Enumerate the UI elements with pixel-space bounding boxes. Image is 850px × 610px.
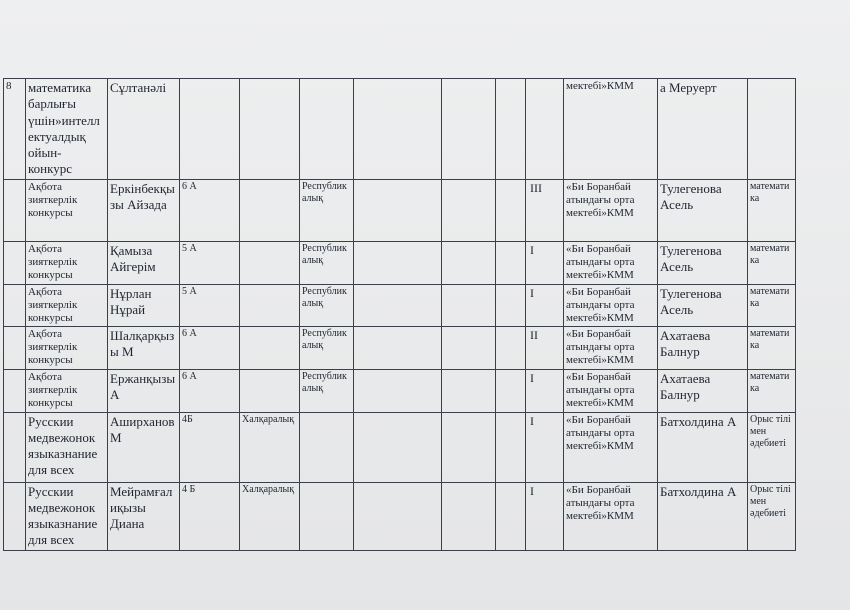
subject-cell: математика <box>748 327 796 370</box>
row-number-cell <box>4 241 26 284</box>
republic-level-cell: Республикалық <box>300 327 354 370</box>
teacher-cell: Тулегенова Асель <box>658 179 748 241</box>
grade-cell: 5 А <box>180 284 240 327</box>
student-name-cell: Еркінбекқызы Айзада <box>108 179 180 241</box>
republic-level-cell <box>300 482 354 550</box>
table-body <box>4 79 796 551</box>
student-name-cell: Аширханов М <box>108 412 180 482</box>
school-cell: «Би Боранбай атындағы орта мектебі»КММ <box>564 284 658 327</box>
student-name-cell: Ержанқызы А <box>108 370 180 413</box>
place-cell: I <box>526 284 564 327</box>
place-cell: I <box>526 241 564 284</box>
table-row <box>4 370 796 413</box>
grade-cell: 4Б <box>180 412 240 482</box>
international-level-cell <box>240 284 300 327</box>
republic-level-cell: Республикалық <box>300 241 354 284</box>
empty-cell <box>354 482 442 550</box>
table-row <box>4 79 796 180</box>
row-number-cell <box>4 482 26 550</box>
student-name-cell: Сұлтанәлі <box>108 79 180 180</box>
empty-cell <box>496 79 526 180</box>
international-level-cell <box>240 327 300 370</box>
place-cell: II <box>526 327 564 370</box>
table-row <box>4 284 796 327</box>
empty-cell <box>496 370 526 413</box>
student-name-cell: Мейрамғалиқызы Диана <box>108 482 180 550</box>
empty-cell <box>354 370 442 413</box>
subject-cell <box>748 79 796 180</box>
student-name-cell: Нұрлан Нұрай <box>108 284 180 327</box>
republic-level-cell: Республикалық <box>300 370 354 413</box>
empty-cell <box>442 284 496 327</box>
teacher-cell: Тулегенова Асель <box>658 284 748 327</box>
row-number-cell <box>4 284 26 327</box>
republic-level-cell: Республикалық <box>300 179 354 241</box>
empty-cell <box>354 179 442 241</box>
subject-cell: математика <box>748 370 796 413</box>
school-cell: «Би Боранбай атындағы орта мектебі»КММ <box>564 241 658 284</box>
contest-name-cell: Русскии медвежонок языказнание для всех <box>26 482 108 550</box>
row-number-cell <box>4 179 26 241</box>
grade-cell: 5 А <box>180 241 240 284</box>
student-name-cell: Шалқарқызы М <box>108 327 180 370</box>
empty-cell <box>496 482 526 550</box>
empty-cell <box>354 412 442 482</box>
empty-cell <box>496 412 526 482</box>
empty-cell <box>496 327 526 370</box>
contest-name-cell: Ақбота зияткерлік конкурсы <box>26 370 108 413</box>
empty-cell <box>442 412 496 482</box>
empty-cell <box>442 241 496 284</box>
grade-cell: 6 А <box>180 179 240 241</box>
subject-cell: математика <box>748 179 796 241</box>
empty-cell <box>496 241 526 284</box>
results-table <box>3 78 796 551</box>
republic-level-cell <box>300 79 354 180</box>
table-row <box>4 327 796 370</box>
subject-cell: математика <box>748 284 796 327</box>
contest-name-cell: математика барлығы үшін»интеллектуалдық ойын-конкурс <box>26 79 108 180</box>
empty-cell <box>442 327 496 370</box>
grade-cell: 6 А <box>180 327 240 370</box>
grade-cell: 4 Б <box>180 482 240 550</box>
empty-cell <box>442 179 496 241</box>
contest-name-cell: Ақбота зияткерлік конкурсы <box>26 327 108 370</box>
contest-name-cell: Ақбота зияткерлік конкурсы <box>26 284 108 327</box>
empty-cell <box>442 482 496 550</box>
subject-cell: Орыс тілі мен әдебиеті <box>748 412 796 482</box>
international-level-cell: Халқаралық <box>240 482 300 550</box>
empty-cell <box>354 327 442 370</box>
empty-cell <box>496 179 526 241</box>
student-name-cell: Қамыза Айгерім <box>108 241 180 284</box>
empty-cell <box>496 284 526 327</box>
place-cell <box>526 79 564 180</box>
empty-cell <box>354 79 442 180</box>
grade-cell: 6 А <box>180 370 240 413</box>
place-cell: I <box>526 370 564 413</box>
teacher-cell: Тулегенова Асель <box>658 241 748 284</box>
school-cell: «Би Боранбай атындағы орта мектебі»КММ <box>564 179 658 241</box>
teacher-cell: Ахатаева Балнур <box>658 370 748 413</box>
school-cell: «Би Боранбай атындағы орта мектебі»КММ <box>564 370 658 413</box>
subject-cell: Орыс тілі мен әдебиеті <box>748 482 796 550</box>
table-row <box>4 482 796 550</box>
row-number-cell <box>4 327 26 370</box>
empty-cell <box>442 79 496 180</box>
table-row <box>4 241 796 284</box>
place-cell: I <box>526 482 564 550</box>
international-level-cell <box>240 79 300 180</box>
republic-level-cell: Республикалық <box>300 284 354 327</box>
republic-level-cell <box>300 412 354 482</box>
teacher-cell: а Меруерт <box>658 79 748 180</box>
empty-cell <box>354 284 442 327</box>
school-cell: «Би Боранбай атындағы орта мектебі»КММ <box>564 412 658 482</box>
table-row <box>4 412 796 482</box>
place-cell: III <box>526 179 564 241</box>
international-level-cell <box>240 179 300 241</box>
place-cell: I <box>526 412 564 482</box>
row-number-cell <box>4 370 26 413</box>
school-cell: «Би Боранбай атындағы орта мектебі»КММ <box>564 327 658 370</box>
empty-cell <box>354 241 442 284</box>
contest-name-cell: Ақбота зияткерлік конкурсы <box>26 179 108 241</box>
contest-name-cell: Ақбота зияткерлік конкурсы <box>26 241 108 284</box>
school-cell: мектебі»КММ <box>564 79 658 180</box>
row-number-cell: 8 <box>4 79 26 180</box>
grade-cell <box>180 79 240 180</box>
row-number-cell <box>4 412 26 482</box>
international-level-cell <box>240 241 300 284</box>
international-level-cell <box>240 370 300 413</box>
subject-cell: математика <box>748 241 796 284</box>
teacher-cell: Ахатаева Балнур <box>658 327 748 370</box>
contest-name-cell: Русскии медвежонок языказнание для всех <box>26 412 108 482</box>
teacher-cell: Батхолдина А <box>658 412 748 482</box>
international-level-cell: Халқаралық <box>240 412 300 482</box>
school-cell: «Би Боранбай атындағы орта мектебі»КММ <box>564 482 658 550</box>
table-row <box>4 179 796 241</box>
teacher-cell: Батхолдина А <box>658 482 748 550</box>
empty-cell <box>442 370 496 413</box>
